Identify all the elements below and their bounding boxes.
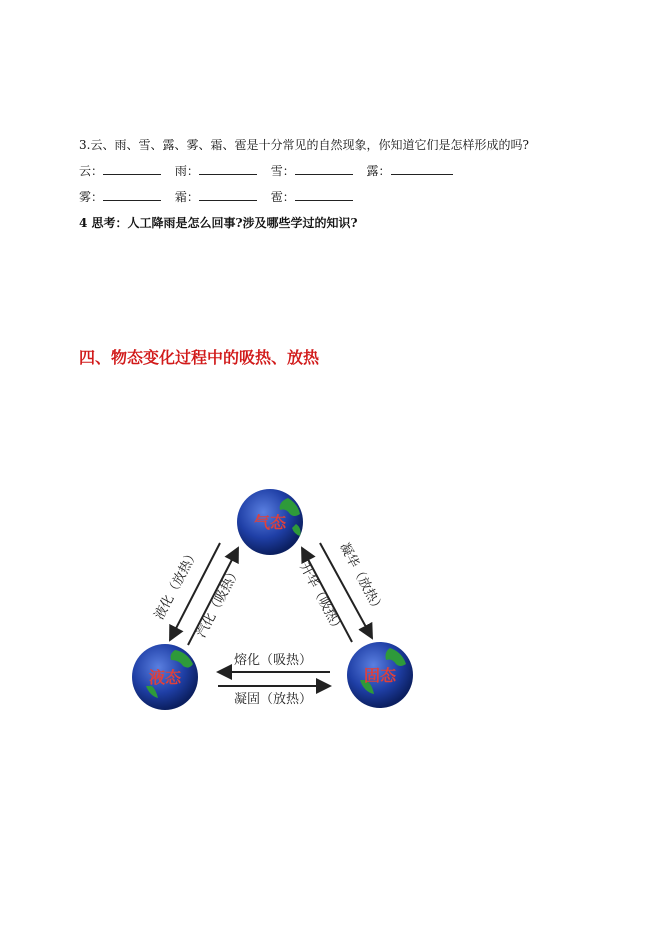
label-solid: 固态	[363, 666, 397, 685]
label-hail: 雹：	[270, 190, 295, 204]
label-gas: 气态	[253, 513, 287, 532]
label-solidification: 凝固（放热）	[233, 692, 313, 707]
label-dew: 露：	[366, 164, 391, 178]
label-sublimation: 升华（吸热）	[296, 560, 347, 637]
question-3-title: 3.云、雨、雪、露、雾、霜、雹是十分常见的自然现象，你知道它们是怎样形成的吗?	[79, 138, 529, 152]
label-fog: 雾：	[79, 190, 104, 204]
label-rain: 雨：	[174, 164, 199, 178]
blank-frost[interactable]	[199, 187, 257, 201]
label-cloud: 云：	[79, 164, 104, 178]
label-liquid: 液态	[148, 668, 182, 687]
label-melting: 熔化（吸热）	[233, 653, 313, 668]
section-title: 四、物态变化过程中的吸热、放热	[79, 348, 320, 367]
sphere-gas	[237, 489, 303, 555]
answer-row-1	[79, 161, 463, 179]
blank-dew[interactable]	[391, 161, 453, 175]
blank-rain[interactable]	[199, 161, 257, 175]
sphere-liquid	[132, 644, 198, 710]
answer-row-2	[79, 187, 363, 205]
blank-fog[interactable]	[103, 187, 161, 201]
label-frost: 霜：	[174, 190, 199, 204]
sphere-solid	[347, 642, 413, 708]
blank-snow[interactable]	[295, 161, 353, 175]
label-liquefaction: 液化（放热）	[151, 546, 202, 623]
state-change-diagram	[120, 480, 440, 720]
question-4: 4 思考：人工降雨是怎么回事?涉及哪些学过的知识?	[79, 216, 358, 230]
blank-hail[interactable]	[295, 187, 353, 201]
label-deposition: 凝华（放热）	[336, 540, 387, 617]
blank-cloud[interactable]	[103, 161, 161, 175]
label-snow: 雪：	[270, 164, 295, 178]
label-vaporization: 汽化（吸热）	[193, 564, 244, 641]
